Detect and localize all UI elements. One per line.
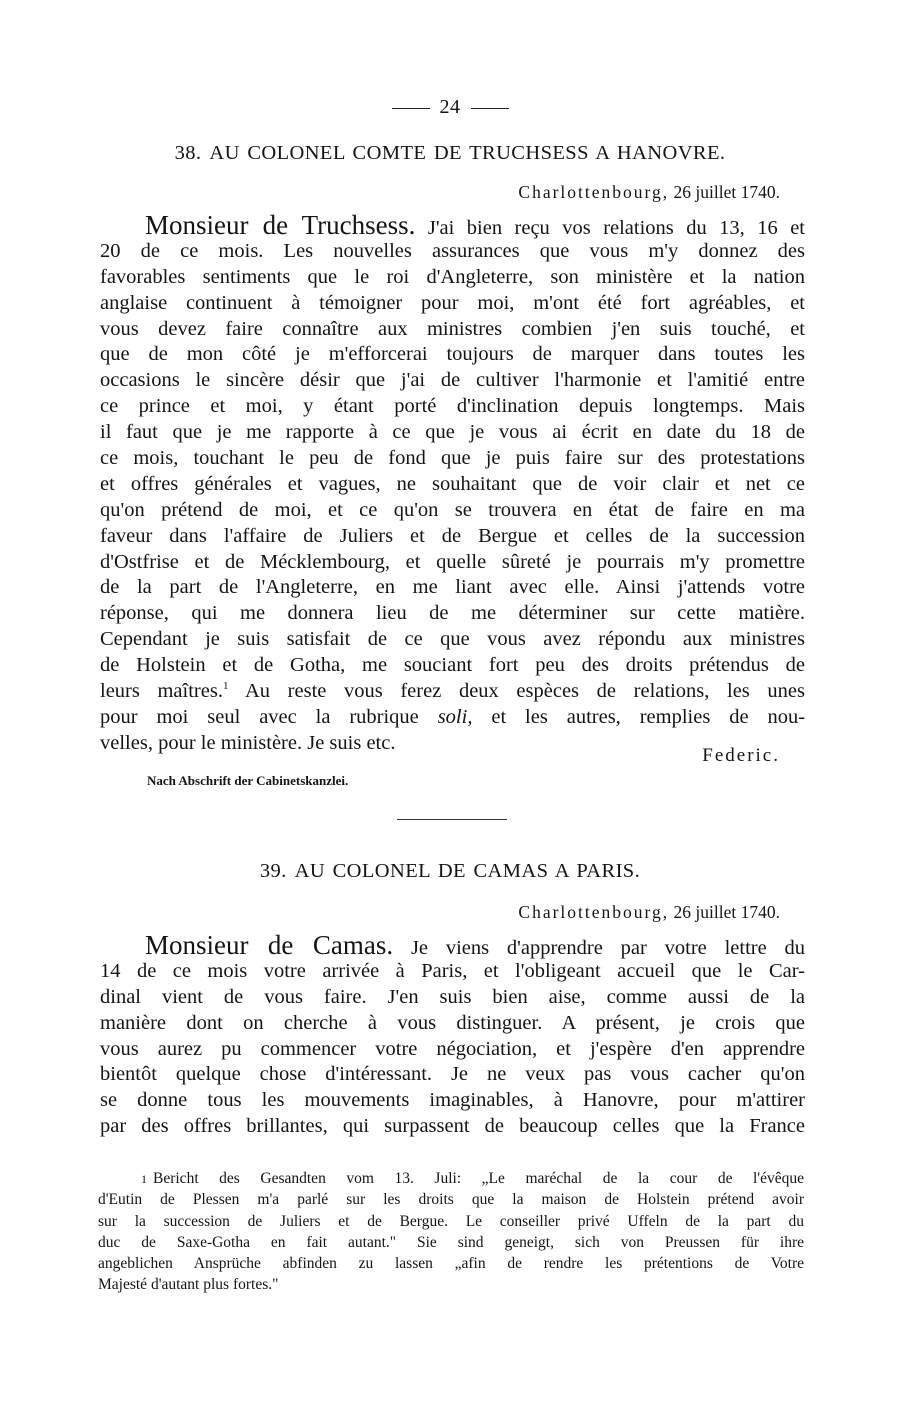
footnote-reference: 1 (222, 680, 229, 693)
letter-39-line-3: dinal vient de vous faire. J'en suis bien aise, comme aussi de la (100, 985, 805, 1008)
letter-38-place: Charlottenbourg, (518, 182, 670, 202)
letter-38-date: 26 juillet 1740. (673, 182, 780, 202)
letter-38-number: 38. (174, 142, 202, 164)
letter-38-title: AU COLONEL COMTE DE TRUCHSESS A HANOVRE. (209, 142, 726, 164)
footnote-line-2: d'Eutin de Plessen m'a parlé sur les droits que la maison de Holstein prétend avoir (98, 1191, 804, 1209)
section-divider (397, 819, 507, 820)
page-number-dash-right (471, 108, 509, 109)
footnote-line-1: 1 Bericht des Gesandten vom 13. Juli: „Le maréchal de la cour de l'évêque (141, 1170, 804, 1187)
letter-38-line-21: velles, pour le ministère. Je suis etc. (100, 731, 396, 754)
letter-38-line-20: pour moi seul avec la rubrique soli, et les autres, remplies de nou- (100, 705, 806, 728)
letter-38-line-16: réponse, qui me donnera lieu de me déterminer sur cette matière. (100, 602, 805, 625)
letter-38-line-5: vous devez faire connaître aux ministres combien j'en suis touché, et (100, 317, 805, 340)
letter-39-line-8: par des offres brillantes, qui surpassent de beaucoup celles que la France (100, 1115, 805, 1138)
letter-38-line-1: Monsieur de Truchsess. J'ai bien reçu vos relations du 13, 16 et (145, 210, 805, 240)
letter-39-date: 26 juillet 1740. (673, 902, 780, 922)
page-number-dash-left (392, 108, 430, 109)
letter-39-line-1: Monsieur de Camas. Je viens d'apprendre par votre lettre du (145, 930, 806, 960)
letter-39-body (100, 930, 806, 1140)
letter-38-line-7: occasions le sincère désir que j'ai de cultiver l'harmonie et l'amitié entre (100, 369, 805, 392)
letter-39-line-7: se donne tous les mouvements imaginables, à Hanovre, pour m'attirer (100, 1089, 805, 1112)
letter-39-dateline (518, 902, 780, 923)
letter-39-number: 39. (259, 860, 287, 882)
letter-38-line-2: 20 de ce mois. Les nouvelles assurances que vous m'y donnez des (100, 239, 805, 262)
letter-38-line-10: ce mois, touchant le peu de fond que je puis faire sur des protestations (100, 447, 805, 470)
letter-39-line-6: bientôt quelque chose d'intéressant. Je ne veux pas vous cacher qu'on (100, 1063, 805, 1086)
letter-38-line-17: Cependant je suis satisfait de ce que vous avez répondu aux ministres (100, 628, 805, 651)
letter-38-line-12: qu'on prétend de moi, et ce qu'on se trouvera en état de faire en ma (100, 498, 805, 521)
letter-38-signature: Federic. (702, 745, 780, 766)
letter-38-heading (0, 142, 900, 165)
footnote-line-5: angeblichen Ansprüche abfinden zu lassen „afin de rendre les prétentions de Votre (98, 1255, 804, 1273)
letter-39-line-2: 14 de ce mois votre arrivée à Paris, et l'obligeant accueil que le Car- (100, 959, 805, 982)
footnote-line-6: Majesté d'autant plus fortes." (98, 1276, 279, 1294)
letter-38-dateline (518, 182, 780, 203)
footnote-line-3: sur la succession de Juliers et de Bergue. Le conseiller privé Uffeln de la part du (98, 1212, 804, 1230)
letter-39-salutation: Monsieur de Camas. (145, 930, 394, 960)
footnote-1 (98, 1168, 804, 1296)
letter-38-line-19: leurs maîtres.$^1$ Au reste vous ferez deux espèces de relations, les unes (100, 680, 805, 703)
letter-38-line-9: il faut que je me rapporte à ce que je vous ai écrit en date du 18 de (100, 421, 805, 444)
footnote-number: 1 (141, 1172, 147, 1186)
letter-38-line-15: de la part de l'Angleterre, en me liant avec elle. Ainsi j'attends votre (100, 576, 805, 599)
letter-39-line-4: manière dont on cherche à vous distinguer. A présent, je crois que (100, 1011, 805, 1034)
page-number-value: 24 (439, 96, 461, 118)
letter-39-place: Charlottenbourg, (518, 902, 670, 922)
letter-38-body (100, 210, 806, 757)
rubric-soli: soli, (437, 705, 473, 728)
letter-39-line-5: vous aurez pu commencer votre négociation, et j'espère d'en apprendre (100, 1037, 805, 1060)
letter-38-line-13: faveur dans l'affaire de Juliers et de Bergue et celles de la succession (100, 524, 805, 547)
letter-38-line-6: que de mon côté je m'efforcerai toujours de marquer dans toutes les (100, 343, 805, 366)
letter-38-line-18: de Holstein et de Gotha, me souciant fort peu des droits prétendus de (100, 654, 805, 677)
letter-38-line-14: d'Ostfrise et de Mécklembourg, et quelle sûreté je pourrais m'y promettre (100, 550, 805, 573)
letter-39-title: AU COLONEL DE CAMAS A PARIS. (294, 860, 641, 882)
letter-39-heading (0, 860, 900, 883)
letter-38-salutation: Monsieur de Truchsess. (145, 210, 416, 240)
letter-38-source: Nach Abschrift der Cabinetskanzlei. (147, 773, 349, 788)
page-number (0, 96, 900, 119)
letter-38-line-3: favorables sentiments que le roi d'Angleterre, son ministère et la nation (100, 265, 805, 288)
letter-38-line-8: ce prince et moi, y étant porté d'inclination depuis longtemps. Mais (100, 395, 805, 418)
letter-38-line-4: anglaise continuent à témoigner pour moi, m'ont été fort agréables, et (100, 291, 805, 314)
letter-38-line-11: et offres générales et vagues, ne souhaitant que de voir clair et net ce (100, 472, 805, 495)
footnote-line-4: duc de Saxe-Gotha en fait autant." Sie sind geneigt, sich von Preussen für ihre (98, 1233, 804, 1251)
